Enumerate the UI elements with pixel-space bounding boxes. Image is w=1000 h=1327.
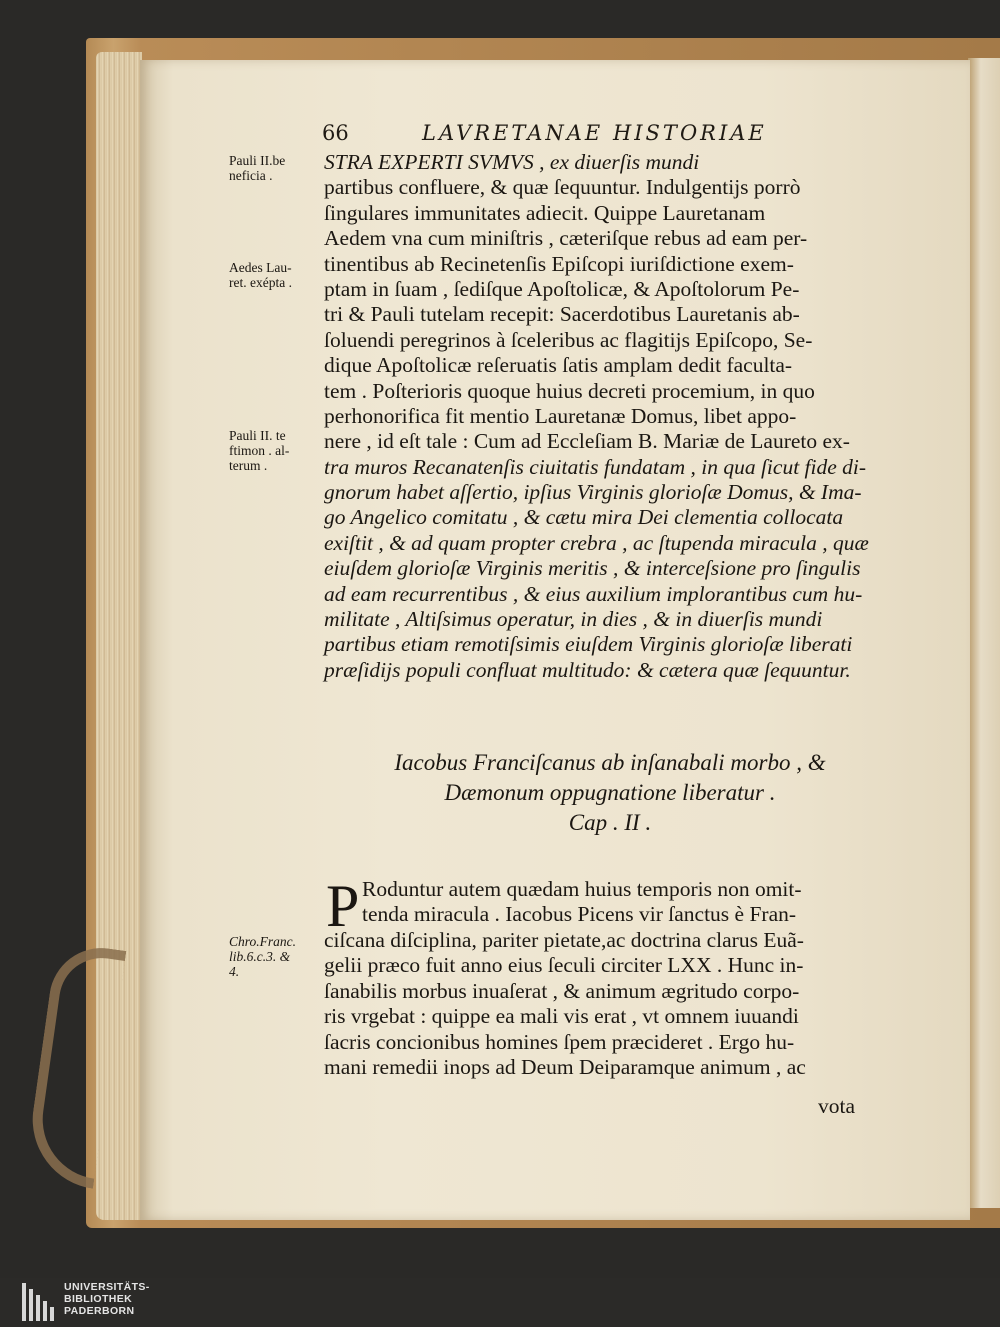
page-number: 66 xyxy=(322,121,349,145)
margin-note-1: Pauli II.be neficia . xyxy=(229,153,286,183)
margin-note-2: Aedes Lau- ret. exépta . xyxy=(229,260,292,290)
text-line: tra muros Recanatenſis ciuitatis fundatam , in qua ſicut fide di- xyxy=(324,454,867,479)
library-name: UNIVERSITÄTS- BIBLIOTHEK PADERBORN xyxy=(64,1281,150,1317)
text-line: ſoluendi peregrinos à ſceleribus ac flagitijs Epiſcopo, Se- xyxy=(324,327,813,352)
text-line: eiuſdem glorioſæ Virginis meritis , & interceſsione pro ſingulis xyxy=(324,556,861,581)
text-line: tri & Pauli tutelam recepit: Sacerdotibus Lauretanis ab- xyxy=(324,302,800,327)
text-line: exiſtit , & ad quam propter crebra , ac ſtupenda miracula , quæ xyxy=(324,530,869,555)
text-line: tem . Poſterioris quoque huius decreti procemium, in quo xyxy=(324,378,815,403)
heading-line: Iacobus Franciſcanus ab inſanabali morbo , & xyxy=(394,750,826,775)
text-line: ſacris concionibus homines ſpem præcideret . Ergo hu- xyxy=(324,1029,795,1054)
text-line: Roduntur autem quædam huius temporis non omit- xyxy=(362,877,802,901)
text-line: perhonorifica fit mentio Lauretanæ Domus, libet appo- xyxy=(324,403,797,428)
text-line: ſanabilis morbus inuaſerat , & animum ægritudo corpo- xyxy=(324,978,800,1003)
text-line: partibus confluere, & quæ ſequuntur. Indulgentijs porrò xyxy=(324,175,801,200)
text-line: mani remedii inops ad Deum Deiparamque animum , ac xyxy=(324,1054,806,1079)
text-line: tenda miracula . Iacobus Picens vir ſanctus è Fran- xyxy=(362,902,797,927)
text-line: præſidijs populi confluat multitudo: & cætera quæ ſequuntur. xyxy=(324,657,851,682)
text-line: ad eam recurrentibus , & eius auxilium implorantibus cum hu- xyxy=(324,581,863,606)
margin-note-4: Chro.Franc. lib.6.c.3. & 4. xyxy=(229,934,296,979)
paragraph-2-lead xyxy=(362,877,890,928)
footer-bar xyxy=(0,1278,1000,1327)
text-line: go Angelico comitatu , & cætu mira Dei clementia collocata xyxy=(324,505,844,530)
drop-cap: P xyxy=(326,873,360,939)
text-line: dique Apoſtolicæ reſeruatis ſatis amplam dedit faculta- xyxy=(324,353,793,378)
text-line: STRA EXPERTI SVMVS , ex diuerſis mundi xyxy=(324,150,700,174)
text-line: partibus etiam remotiſsimis eiuſdem Virginis glorioſæ liberati xyxy=(324,632,853,657)
text-line: gelii præco fuit anno eius ſeculi circiter LXX . Hunc in- xyxy=(324,953,804,978)
text-line: ris vrgebat : quippe ea mali vis erat , vt omnem iuuandi xyxy=(324,1004,799,1029)
text-line: nere , id eſt tale : Cum ad Eccleſiam B. Mariæ de Laureto ex- xyxy=(324,429,850,454)
text-line: ſingulares immunitates adiecit. Quippe Lauretanam xyxy=(324,200,766,225)
paragraph-1 xyxy=(324,150,890,683)
paragraph-2 xyxy=(324,928,890,1080)
catchword: vota xyxy=(818,1094,856,1118)
chapter-number: Cap . II . xyxy=(568,810,652,835)
running-title: LAVRETANAE HISTORIAE xyxy=(422,121,767,145)
text-line: tinentibus ab Recinetenſis Epiſcopi iuriſdictione exem- xyxy=(324,251,794,276)
text-line: ptam in ſuam , ſediſque Apoſtolicæ, & Apoſtolorum Pe- xyxy=(324,276,800,301)
facing-page-edge xyxy=(968,58,1000,1208)
text-line: ciſcana diſciplina, pariter pietate,ac doctrina clarus Euã- xyxy=(324,928,804,952)
library-logo-icon xyxy=(22,1283,58,1321)
heading-line: Dæmonum oppugnatione liberatur . xyxy=(444,780,776,805)
chapter-heading xyxy=(330,748,890,838)
running-header xyxy=(322,121,882,151)
text-line: militate , Altiſsimus operatur, in dies , & in diuerſis mundi xyxy=(324,607,823,632)
text-line: gnorum habet aſſertio, ipſius Virginis glorioſæ Domus, & Ima- xyxy=(324,480,862,505)
margin-note-3: Pauli II. te ftimon . al- terum . xyxy=(229,428,290,473)
text-line: Aedem vna cum miniſtris , cæteriſque rebus ad eam per- xyxy=(324,226,808,251)
